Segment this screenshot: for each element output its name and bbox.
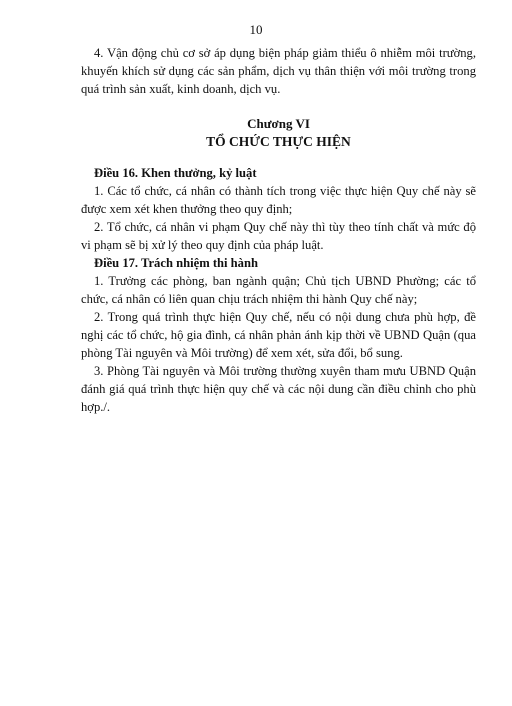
article-16-paragraph-2: 2. Tổ chức, cá nhân vi phạm Quy chế này thì tùy theo tính chất và mức độ vi phạm sẽ bị xử lý theo quy định của pháp luật. — [81, 220, 476, 252]
page-number: 10 — [249, 22, 263, 37]
article-17-paragraph-2: 2. Trong quá trình thực hiện Quy chế, nếu có nội dung chưa phù hợp, đề nghị các tổ chức, hộ gia đình, cá nhân phản ánh kịp thời về UBND Quận (qua phòng Tài nguyên và Môi trường) để xem xét, sửa đổi, bổ sung. — [81, 310, 476, 360]
article-17-paragraph-1: 1. Trưởng các phòng, ban ngành quận; Chủ tịch UBND Phường; các tổ chức, cá nhân có liên quan chịu trách nhiệm thi hành Quy chế này; — [81, 274, 476, 306]
chapter-heading — [81, 115, 476, 151]
intro-paragraph: 4. Vận động chủ cơ sở áp dụng biện pháp giảm thiểu ô nhiễm môi trường, khuyến khích sử dụng các sản phẩm, dịch vụ thân thiện với môi trường trong quá trình sản xuất, kinh doanh, dịch vụ. — [81, 46, 476, 96]
chapter-title: TỔ CHỨC THỰC HIỆN — [206, 134, 351, 149]
article-17-heading: Điều 17. Trách nhiệm thi hành — [94, 256, 258, 270]
document-body — [81, 44, 476, 416]
article-16-paragraph-1: 1. Các tổ chức, cá nhân có thành tích trong việc thực hiện Quy chế này sẽ được xem xét khen thưởng theo quy định; — [81, 184, 476, 216]
article-16-heading: Điều 16. Khen thưởng, kỷ luật — [94, 166, 257, 180]
article-17-paragraph-3: 3. Phòng Tài nguyên và Môi trường thường xuyên tham mưu UBND Quận đánh giá quá trình thực hiện quy chế và các nội dung cần điều chỉnh cho phù hợp./. — [81, 364, 476, 414]
chapter-label: Chương VI — [247, 116, 310, 131]
